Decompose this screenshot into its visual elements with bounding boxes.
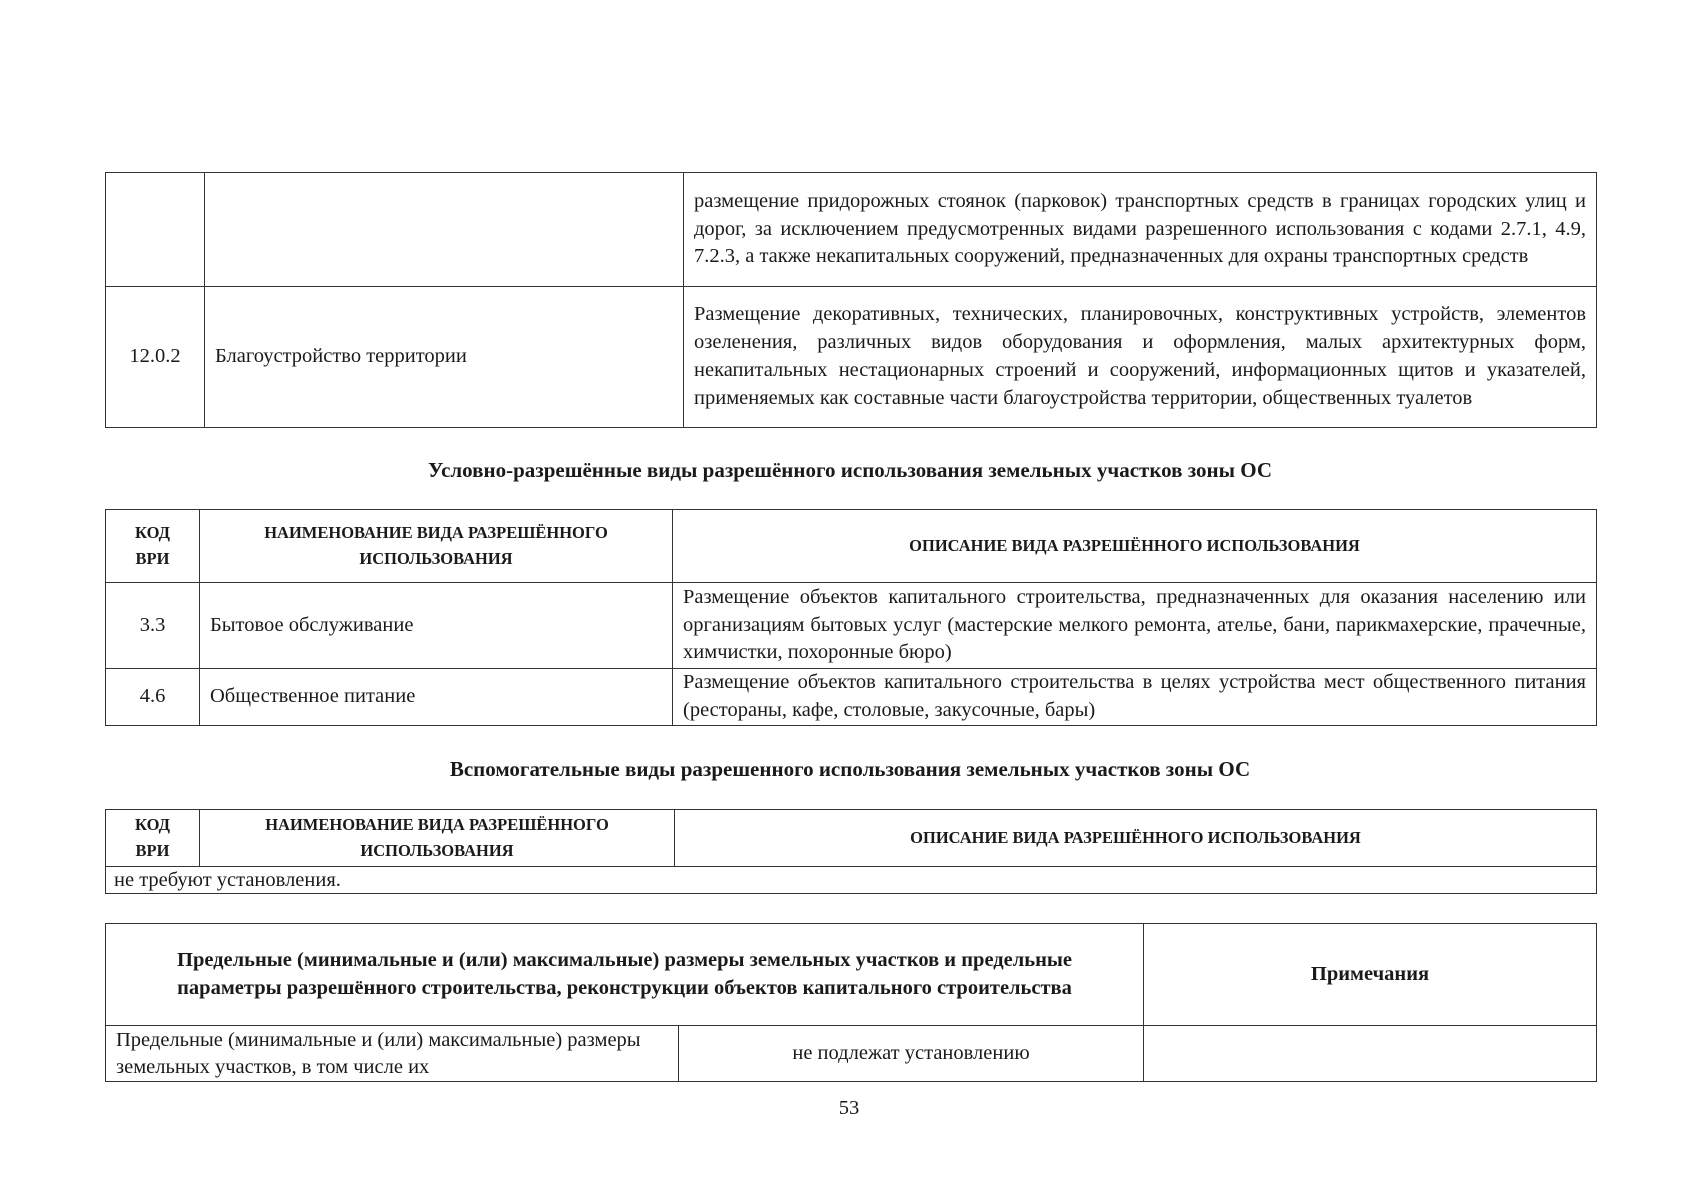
page-number: 53	[838, 1097, 860, 1119]
permitted-uses-table-continued	[105, 172, 1597, 428]
header-name: НАИМЕНОВАНИЕ ВИДА РАЗРЕШЁННОГО ИСПОЛЬЗОВАНИЯ	[200, 510, 673, 583]
table-row	[106, 867, 1597, 894]
section-title-auxiliary: Вспомогательные виды разрешенного использования земельных участков зоны ОС	[449, 757, 1251, 781]
name-cell: Бытовое обслуживание	[200, 583, 673, 669]
table-header-row	[106, 810, 1597, 867]
header-description: ОПИСАНИЕ ВИДА РАЗРЕШЁННОГО ИСПОЛЬЗОВАНИЯ	[675, 810, 1597, 867]
limits-label-cell: Предельные (минимальные и (или) максимальные) размеры земельных участков, в том числе их	[106, 1026, 679, 1082]
code-cell: 4.6	[106, 669, 200, 726]
header-code: КОД ВРИ	[106, 810, 200, 867]
description-cell: Размещение объектов капитального строительства в целях устройства мест общественного питания (рестораны, кафе, столовые, закусочные, бары)	[673, 669, 1597, 726]
name-cell: Общественное питание	[200, 669, 673, 726]
table-row	[106, 1026, 1597, 1082]
conditional-uses-table	[105, 509, 1597, 726]
header-notes: Примечания	[1144, 924, 1597, 1026]
description-cell: Размещение декоративных, технических, планировочных, конструктивных устройств, элементов озеленения, различных видов оборудования и оформления, малых архитектурных форм, некапитальных нестационарных строений и сооружений, информационных щитов и указателей, применяемых как составные части благоустройства территории, общественных туалетов	[684, 287, 1597, 428]
description-cell: Размещение объектов капитального строительства, предназначенных для оказания населению или организациям бытовых услуг (мастерские мелкого ремонта, ателье, бани, парикмахерские, прачечные, химчистки, похоронные бюро)	[673, 583, 1597, 669]
auxiliary-uses-table	[105, 809, 1597, 894]
code-cell: 12.0.2	[106, 287, 205, 428]
header-description: ОПИСАНИЕ ВИДА РАЗРЕШЁННОГО ИСПОЛЬЗОВАНИЯ	[673, 510, 1597, 583]
name-cell: Благоустройство территории	[205, 287, 684, 428]
code-cell: 3.3	[106, 583, 200, 669]
table-row	[106, 287, 1597, 428]
table-row	[106, 583, 1597, 669]
table-header-row	[106, 924, 1597, 1026]
header-code: КОД ВРИ	[106, 510, 200, 583]
name-cell	[205, 173, 684, 287]
limits-note-cell	[1144, 1026, 1597, 1082]
code-cell	[106, 173, 205, 287]
limits-value-cell: не подлежат установлению	[679, 1026, 1144, 1082]
table-row	[106, 669, 1597, 726]
section-title-conditional: Условно-разрешённые виды разрешённого использования земельных участков зоны ОС	[427, 458, 1273, 482]
header-name: НАИМЕНОВАНИЕ ВИДА РАЗРЕШЁННОГО ИСПОЛЬЗОВАНИЯ	[200, 810, 675, 867]
limits-table	[105, 923, 1597, 1082]
table-row	[106, 173, 1597, 287]
note-cell: не требуют установления.	[106, 867, 1597, 894]
description-cell: размещение придорожных стоянок (парковок) транспортных средств в границах городских улиц и дорог, за исключением предусмотренных видами разрешенного использования с кодами 2.7.1, 4.9, 7.2.3, а также некапитальных сооружений, предназначенных для охраны транспортных средств	[684, 173, 1597, 287]
header-limits: Предельные (минимальные и (или) максимальные) размеры земельных участков и предельные параметры разрешённого строительства, реконструкции объектов капитального строительства	[106, 924, 1144, 1026]
table-header-row	[106, 510, 1597, 583]
